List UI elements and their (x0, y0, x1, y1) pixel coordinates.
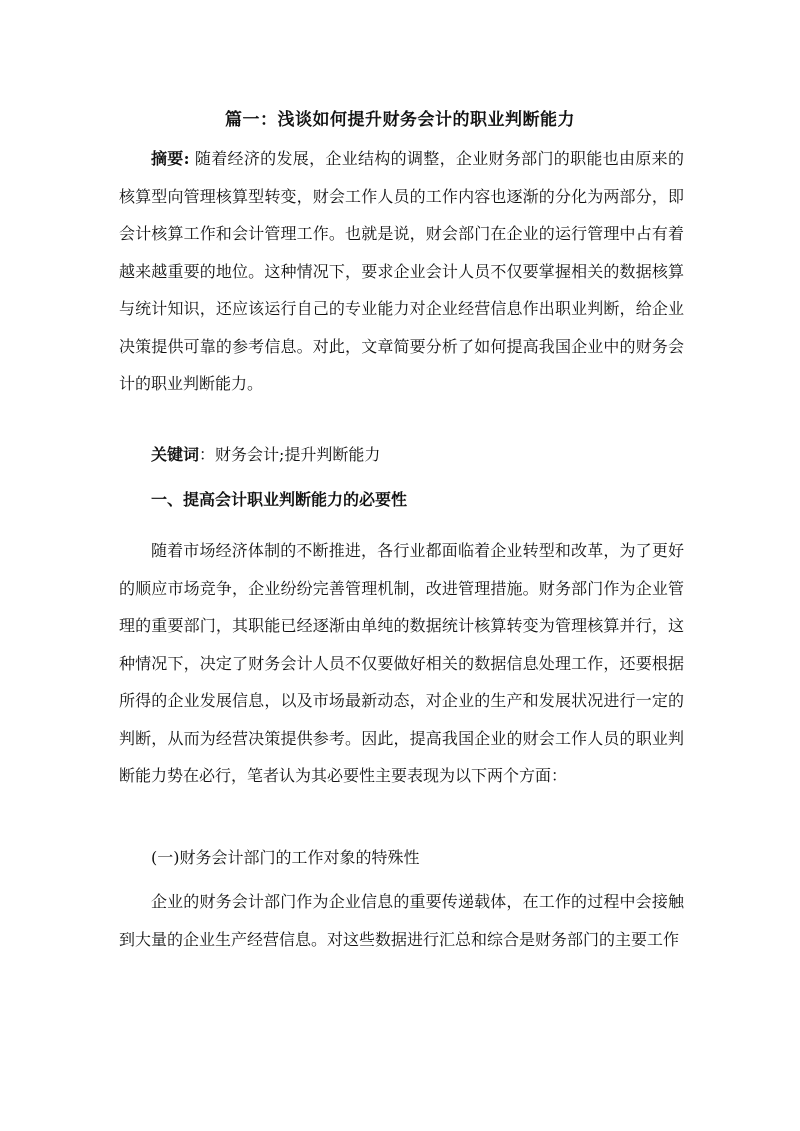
abstract-paragraph (119, 140, 684, 403)
keywords-text: ：财务会计;提升判断能力 (199, 445, 381, 464)
subsection-1-heading: (一)财务会计部门的工作对象的特殊性 (151, 848, 420, 867)
section-1-paragraph: 随着市场经济体制的不断推进，各行业都面临着企业转型和改革，为了更好的顺应市场竞争，企业纷纷完善管理机制，改进管理措施。财务部门作为企业管理的重要部门，其职能已经逐渐由单纯的数据统计核算转变为管理核算并行，这种情况下，决定了财务会计人员不仅要做好相关的数据信息处理工作，还要根据所得的企业发展信息，以及市场最新动态，对企业的生产和发展状况进行一定的判断，从而为经营决策提供参考。因此，提高我国企业的财会工作人员的职业判断能力势在必行，笔者认为其必要性主要表现为以下两个方面： (119, 541, 684, 785)
abstract-label: 摘要: (151, 149, 190, 168)
subsection-1-paragraph: 企业的财务会计部门作为企业信息的重要传递载体，在工作的过程中会接触到大量的企业生产经营信息。对这些数据进行汇总和综合是财务部门的主要工作 (119, 892, 684, 949)
section-1-heading: 一、提高会计职业判断能力的必要性 (151, 490, 408, 509)
keywords-label: 关键词 (151, 445, 200, 464)
document-title: 篇一：浅谈如何提升财务会计的职业判断能力 (225, 110, 575, 130)
abstract-text: 随着经济的发展，企业结构的调整，企业财务部门的职能也由原来的核算型向管理核算型转变，财会工作人员的工作内容也逐渐的分化为两部分，即会计核算工作和会计管理工作。也就是说，财会部门在企业的运行管理中占有着越来越重要的地位。这种情况下，要求企业会计人员不仅要掌握相关的数据核算与统计知识，还应该运行自己的专业能力对企业经营信息作出职业判断，给企业决策提供可靠的参考信息。对此，文章简要分析了如何提高我国企业中的财务会计的职业判断能力。 (119, 149, 684, 393)
keywords-line (151, 442, 380, 465)
